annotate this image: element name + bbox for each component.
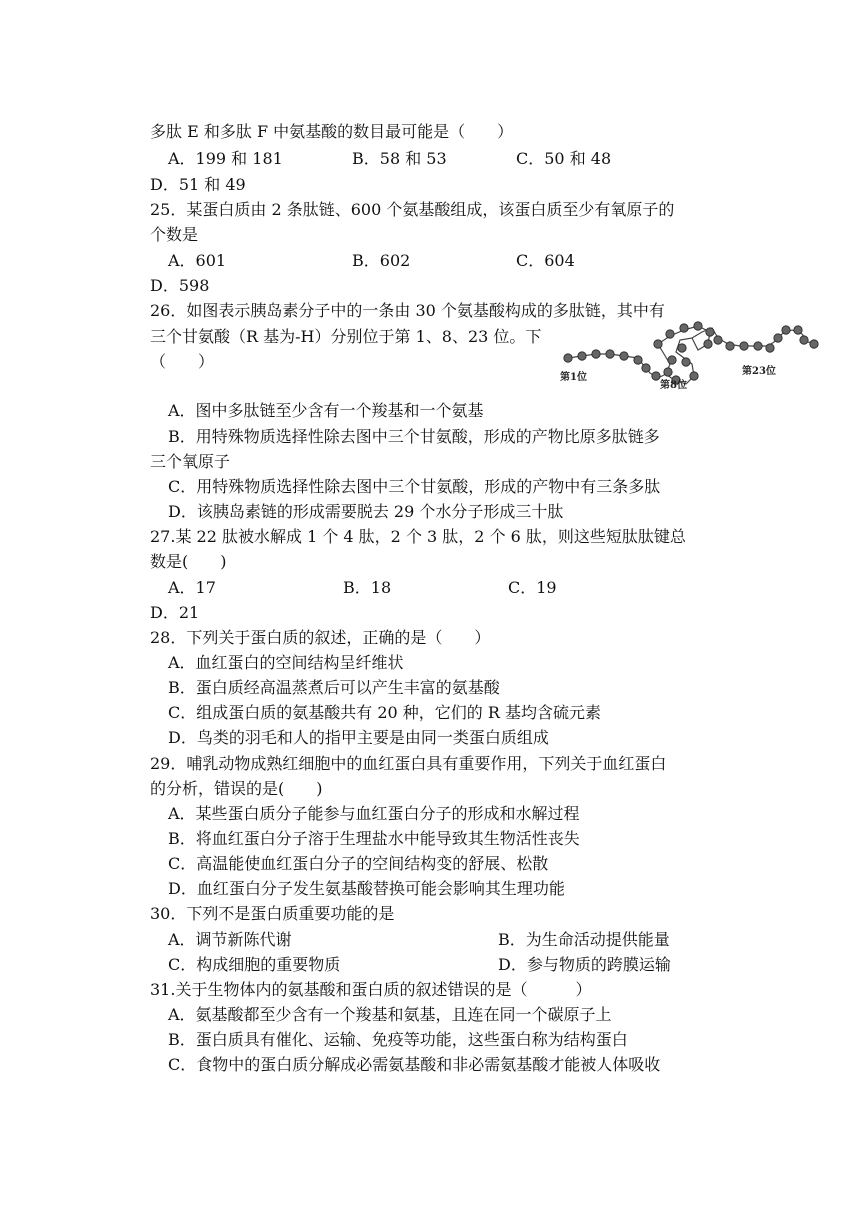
q28-option-c: C．组成蛋白质的氨基酸共有 20 种，它们的 R 基均含硫元素 <box>168 703 601 722</box>
q27-option-b: B．18 <box>343 578 392 597</box>
q27-option-c: C．19 <box>508 578 557 597</box>
q29-option-a: A．某些蛋白质分子能参与血红蛋白分子的形成和水解过程 <box>168 804 580 823</box>
q30-option-c: C．构成细胞的重要物质 <box>168 955 341 974</box>
q31-option-c: C．食物中的蛋白质分解成必需氨基酸和非必需氨基酸才能被人体吸收 <box>168 1055 661 1074</box>
q28-option-b: B．蛋白质经高温蒸煮后可以产生丰富的氨基酸 <box>168 678 500 697</box>
q25-stem-line1: 25．某蛋白质由 2 条肽链、600 个氨基酸组成，该蛋白质至少有氧原子的 <box>150 200 675 219</box>
q29-stem-line2: 的分析，错误的是( ) <box>150 779 323 798</box>
q26-stem-line3: （ ） <box>150 352 215 371</box>
amino-acid-23 <box>766 344 774 352</box>
q27-option-a: A．17 <box>168 578 216 597</box>
q30-stem: 30．下列不是蛋白质重要功能的是 <box>150 904 395 923</box>
q26-option-b: B．用特殊物质选择性除去图中三个甘氨酸，形成的产物比原多肽链多 <box>168 427 660 446</box>
amino-acid-1 <box>564 354 572 362</box>
q25-option-d: D．598 <box>150 276 210 295</box>
q24-option-c: C．50 和 48 <box>516 149 612 168</box>
q29-stem-line1: 29．哺乳动物成熟红细胞中的血红蛋白具有重要作用，下列关于血红蛋白 <box>150 754 667 773</box>
q28-option-a: A．血红蛋白的空间结构呈纤维状 <box>168 653 404 672</box>
q25-option-b: B．602 <box>352 251 411 270</box>
q29-option-b: B．将血红蛋白分子溶于生理盐水中能导致其生物活性丧失 <box>168 829 580 848</box>
q25-stem-line2: 个数是 <box>150 225 199 244</box>
q24-stem: 多肽 E 和多肽 F 中氨基酸的数目最可能是（ ） <box>150 122 514 141</box>
polypeptide-chain-figure <box>558 318 820 392</box>
q29-option-d: D．血红蛋白分子发生氨基酸替换可能会影响其生理功能 <box>168 879 565 898</box>
q30-option-b: B．为生命活动提供能量 <box>498 930 670 949</box>
label-position-1: 第1位 <box>560 372 587 383</box>
q25-option-a: A．601 <box>168 251 227 270</box>
q27-stem-line1: 27.某 22 肽被水解成 1 个 4 肽，2 个 3 肽，2 个 6 肽，则这些短肽肽键总 <box>150 527 686 546</box>
q26-option-d: D．该胰岛素链的形成需要脱去 29 个水分子形成三十肽 <box>168 502 564 521</box>
q27-option-d: D．21 <box>150 603 200 622</box>
q25-option-c: C．604 <box>516 251 575 270</box>
label-position-8: 第8位 <box>660 380 687 391</box>
q26-option-a: A．图中多肽链至少含有一个羧基和一个氨基 <box>168 401 484 420</box>
q26-option-c: C．用特殊物质选择性除去图中三个甘氨酸，形成的产物中有三条多肽 <box>168 477 661 496</box>
q26-stem-line1: 26．如图表示胰岛素分子中的一条由 30 个氨基酸构成的多肽链，其中有 <box>150 301 665 320</box>
q29-option-c: C．高温能使血红蛋白分子的空间结构变的舒展、松散 <box>168 854 549 873</box>
q28-option-d: D．鸟类的羽毛和人的指甲主要是由同一类蛋白质组成 <box>168 728 549 747</box>
q24-option-a: A．199 和 181 <box>168 149 283 168</box>
q31-stem: 31.关于生物体内的氨基酸和蛋白质的叙述错误的是（ ） <box>150 980 592 999</box>
q27-stem-line2: 数是( ) <box>150 552 227 571</box>
amino-acid-8 <box>652 372 660 380</box>
q31-option-b: B．蛋白质具有催化、运输、免疫等功能，这些蛋白称为结构蛋白 <box>168 1030 628 1049</box>
q26-stem-line2: 三个甘氨酸（R 基为-H）分别位于第 1、8、23 位。下 <box>150 327 542 346</box>
q30-option-a: A．调节新陈代谢 <box>168 930 292 949</box>
q24-option-d: D．51 和 49 <box>150 175 246 194</box>
q24-option-b: B．58 和 53 <box>352 149 447 168</box>
q31-option-a: A．氨基酸都至少含有一个羧基和氨基，且连在同一个碳原子上 <box>168 1005 612 1024</box>
q28-stem: 28．下列关于蛋白质的叙述，正确的是（ ） <box>150 628 491 647</box>
q30-option-d: D．参与物质的跨膜运输 <box>498 955 671 974</box>
q26-option-b-cont: 三个氧原子 <box>150 452 231 471</box>
label-position-23: 第23位 <box>742 366 776 377</box>
